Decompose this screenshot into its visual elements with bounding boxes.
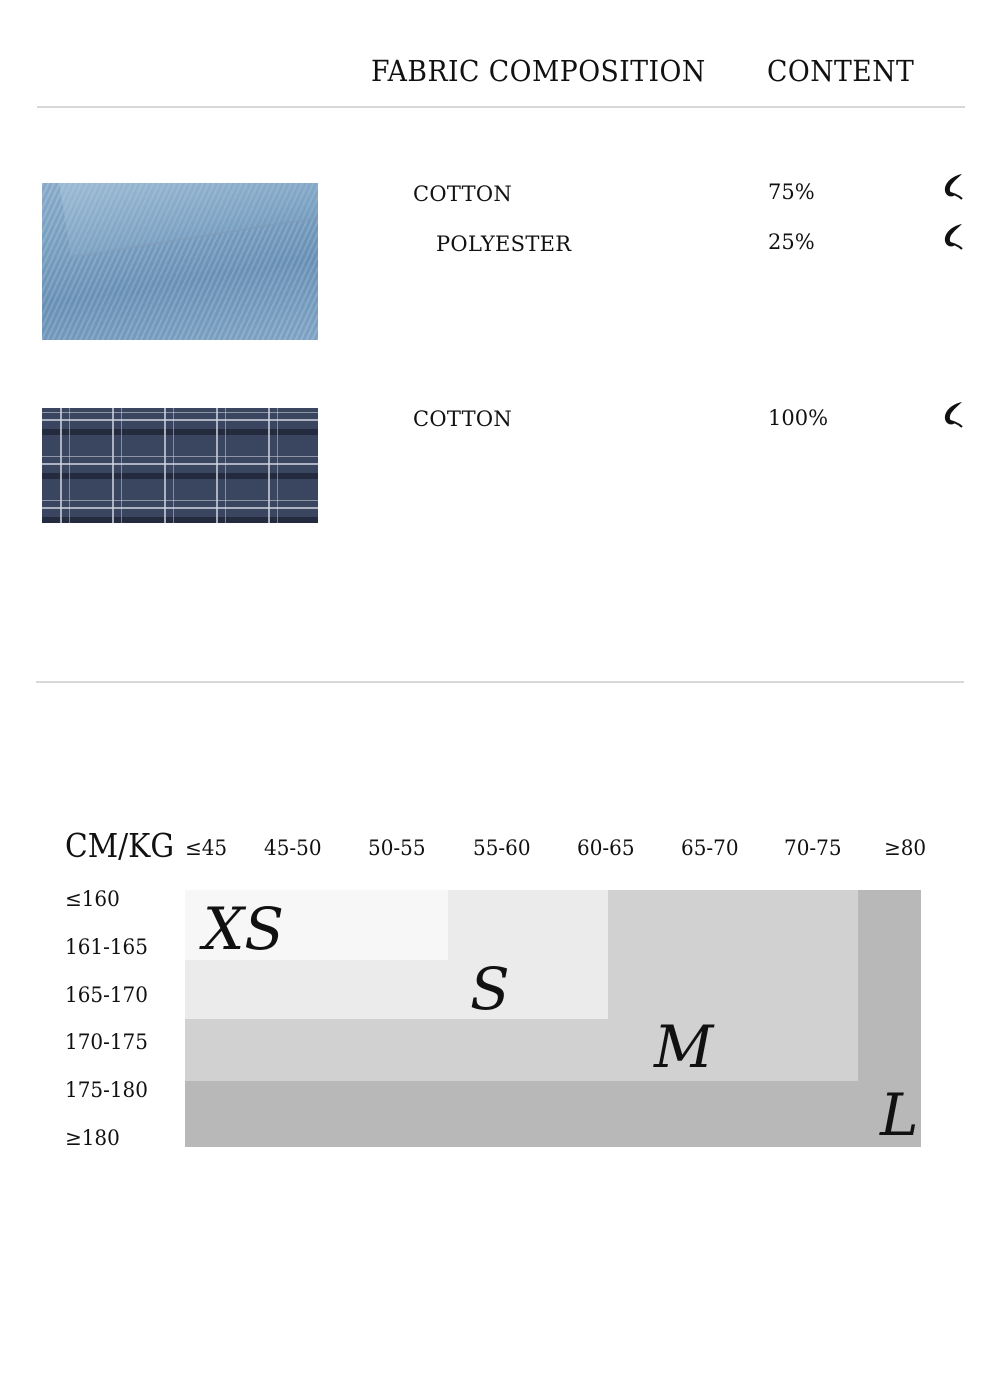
size-label-l: L <box>880 1081 919 1149</box>
leaf-icon <box>940 222 966 252</box>
height-range-label: 170-175 <box>65 1030 148 1054</box>
height-range-label: ≥180 <box>65 1126 120 1150</box>
plaid-swatch-image <box>42 408 318 523</box>
header-divider <box>37 106 965 108</box>
content-heading: CONTENT <box>767 54 915 88</box>
height-range-label: 175-180 <box>65 1078 148 1102</box>
weight-range-label: 55-60 <box>473 836 531 860</box>
fabric-1-component-2-name: POLYESTER <box>436 232 572 256</box>
fabric-composition-heading: FABRIC COMPOSITION <box>371 54 706 88</box>
weight-range-label: ≤45 <box>185 836 228 860</box>
weight-range-label: 50-55 <box>368 836 426 860</box>
weight-range-label: 60-65 <box>577 836 635 860</box>
height-range-label: 161-165 <box>65 935 148 959</box>
fabric-2-component-1-name: COTTON <box>413 407 513 431</box>
denim-swatch-image <box>42 183 318 340</box>
size-label-s: S <box>470 955 510 1023</box>
size-chart-unit-label: CM/KG <box>65 826 175 865</box>
size-label-xs: XS <box>203 895 285 963</box>
leaf-icon <box>940 400 966 430</box>
weight-range-label: 45-50 <box>264 836 322 860</box>
weight-range-label: ≥80 <box>884 836 927 860</box>
fabric-1-component-1-name: COTTON <box>413 182 513 206</box>
fabric-2-component-1-content: 100% <box>768 406 829 430</box>
section-divider <box>36 681 964 683</box>
size-label-m: M <box>654 1013 714 1081</box>
height-range-label: 165-170 <box>65 983 148 1007</box>
fabric-1-component-2-content: 25% <box>768 230 815 254</box>
leaf-icon <box>940 172 966 202</box>
height-range-label: ≤160 <box>65 887 120 911</box>
weight-range-label: 65-70 <box>681 836 739 860</box>
fabric-1-component-1-content: 75% <box>768 180 815 204</box>
weight-range-label: 70-75 <box>784 836 842 860</box>
